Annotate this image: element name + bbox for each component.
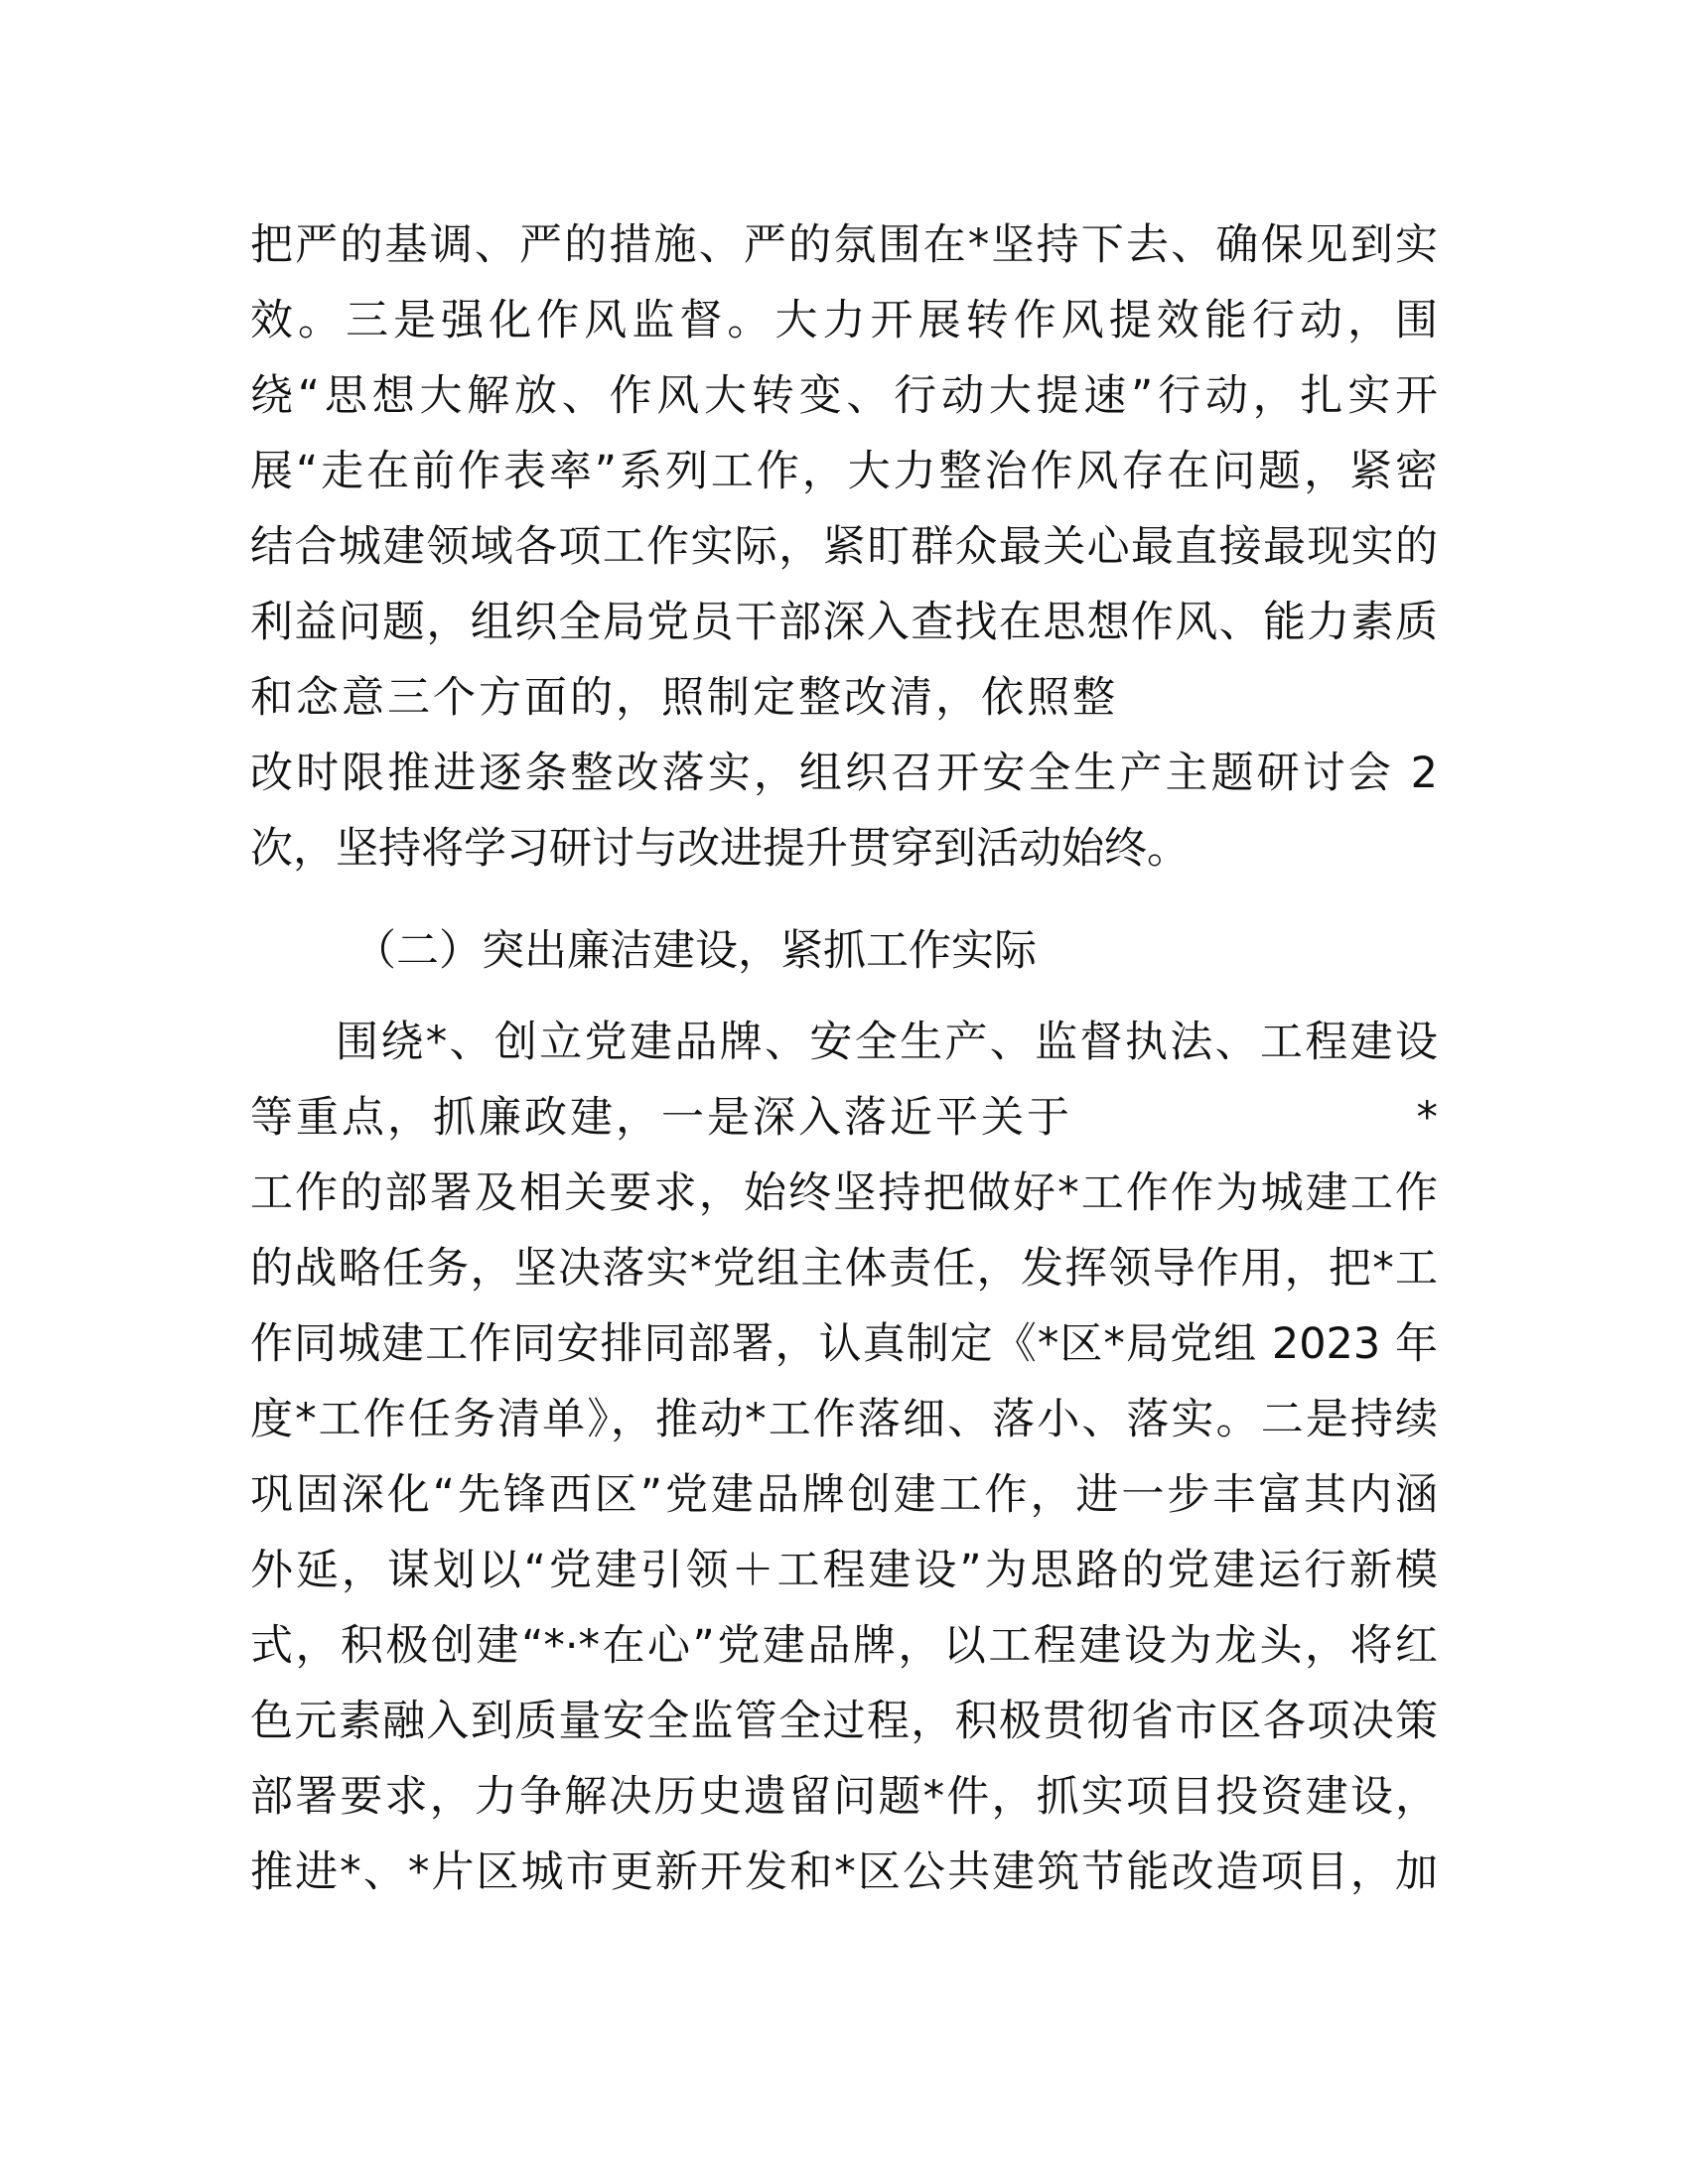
section-heading: （二）突出廉洁建设，紧抓工作实际 [353,926,1037,976]
body-text-line: 展“走在前作表率”系列工作，大力整治作风存在问题，紧密 [250,447,1438,496]
body-text-line: 结合城建领域各项工作实际，紧盯群众最关心最直接最现实的 [250,522,1438,572]
body-text-line: 工作的部署及相关要求，始终坚持把做好*工作作为城建工作 [250,1168,1438,1218]
body-text-line: 式，积极创建“*·*在心”党建品牌，以工程建设为龙头，将红 [250,1621,1438,1671]
body-text-line: 效。三是强化作风监督。大力开展转作风提效能行动，围 [250,296,1438,345]
body-text-line: 利益问题，组织全局党员干部深入查找在思想作风、能力素质 [250,598,1438,647]
body-text-line: 推进*、*片区城市更新开发和*区公共建筑节能改造项目，加 [250,1847,1438,1897]
body-text-line: 作同城建工作同安排同部署，认真制定《*区*局党组 2023 年 [250,1319,1438,1369]
body-text-line [250,1080,1438,1156]
body-text-line: 把严的基调、严的措施、严的氛围在*坚持下去、确保见到实 [250,220,1438,270]
body-text-segment: * [1416,1093,1438,1143]
body-text-line: 的战略任务，坚决落实*党组主体责任，发挥领导作用，把*工 [250,1244,1438,1294]
body-text-line: 和念意三个方面的，照制定整改清，依照整 [250,673,1118,723]
body-text-line: 外延，谋划以“党建引领＋工程建设”为思路的党建运行新模 [250,1546,1438,1595]
body-text-line: 绕“思想大解放、作风大转变、行动大提速”行动，扎实开 [250,371,1438,421]
body-text-line: 改时限推进逐条整改落实，组织召开安全生产主题研讨会 2 [250,749,1438,798]
body-text-line: 色元素融入到质量安全监管全过程，积极贯彻省市区各项决策 [250,1697,1438,1746]
body-text-line: 部署要求，力争解决历史遗留问题*件，抓实项目投资建设， [250,1772,1438,1822]
body-text-line: 巩固深化“先锋西区”党建品牌创建工作，进一步丰富其内涵 [250,1470,1438,1520]
body-text-line: 度*工作任务清单》，推动*工作落细、落小、落实。二是持续 [250,1395,1438,1444]
body-text-segment: 等重点，抓廉政建，一是深入落近平关于 [250,1093,1072,1143]
body-text-line: 次，坚持将学习研讨与改进提升贯穿到活动始终。 [250,824,1190,874]
body-text-line: 围绕*、创立党建品牌、安全生产、监督执法、工程建设 [336,1018,1438,1067]
